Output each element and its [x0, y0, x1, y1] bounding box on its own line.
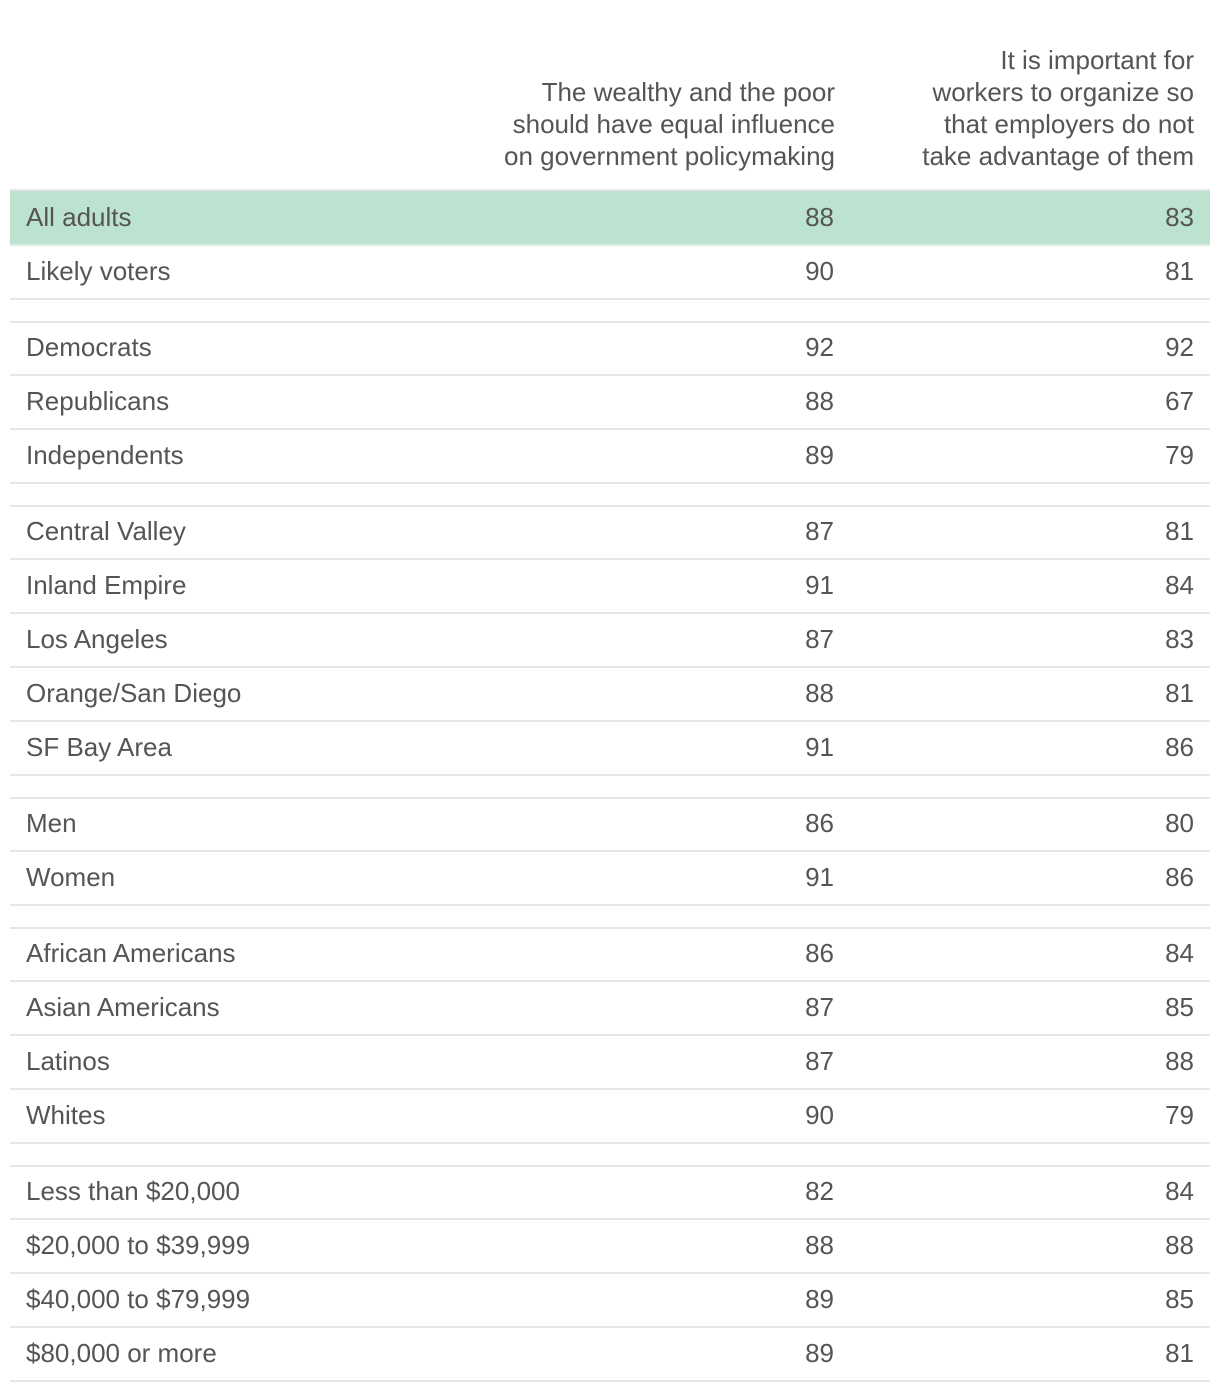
table-row	[10, 667, 1210, 722]
row-label: Likely voters	[26, 256, 171, 286]
group-spacer	[10, 775, 1210, 799]
table-row	[10, 505, 1210, 560]
column-header-line: It is important for	[1000, 45, 1194, 75]
row-label: Los Angeles	[26, 624, 168, 654]
table-row	[10, 1089, 1210, 1144]
value-equal-influence: 90	[805, 256, 834, 286]
column-header-line: take advantage of them	[922, 141, 1194, 171]
value-workers-organize: 80	[1165, 808, 1194, 838]
value-workers-organize: 79	[1165, 1100, 1194, 1130]
column-header-workers-organize	[880, 44, 1194, 172]
table-row	[10, 797, 1210, 852]
value-workers-organize: 83	[1165, 624, 1194, 654]
row-label: $40,000 to $79,999	[26, 1284, 251, 1314]
table-row	[10, 1273, 1210, 1328]
value-equal-influence: 91	[805, 862, 834, 892]
value-workers-organize: 84	[1165, 570, 1194, 600]
table-row	[10, 559, 1210, 614]
row-label: $80,000 or more	[26, 1338, 217, 1368]
table-row	[10, 721, 1210, 776]
value-equal-influence: 86	[805, 808, 834, 838]
table-row	[10, 375, 1210, 430]
value-workers-organize: 85	[1165, 992, 1194, 1022]
value-workers-organize: 86	[1165, 862, 1194, 892]
table-row	[10, 927, 1210, 982]
value-equal-influence: 82	[805, 1176, 834, 1206]
value-workers-organize: 79	[1165, 440, 1194, 470]
row-label: SF Bay Area	[26, 732, 172, 762]
row-label: Orange/San Diego	[26, 678, 242, 708]
value-equal-influence: 89	[805, 440, 834, 470]
value-equal-influence: 87	[805, 1046, 834, 1076]
row-label: African Americans	[26, 938, 236, 968]
value-workers-organize: 81	[1165, 256, 1194, 286]
value-workers-organize: 81	[1165, 516, 1194, 546]
table-row	[10, 321, 1210, 376]
value-workers-organize: 86	[1165, 732, 1194, 762]
row-label: Men	[26, 808, 77, 838]
value-equal-influence: 90	[805, 1100, 834, 1130]
table-row	[10, 851, 1210, 906]
value-workers-organize: 81	[1165, 678, 1194, 708]
value-equal-influence: 87	[805, 516, 834, 546]
row-label: Latinos	[26, 1046, 110, 1076]
column-header-line: should have equal influence	[512, 109, 835, 139]
row-label: Whites	[26, 1100, 106, 1130]
value-workers-organize: 83	[1165, 202, 1194, 232]
table-row	[10, 429, 1210, 484]
value-equal-influence: 92	[805, 332, 834, 362]
value-equal-influence: 91	[805, 732, 834, 762]
value-equal-influence: 88	[805, 1230, 834, 1260]
row-label: Less than $20,000	[26, 1176, 240, 1206]
column-header-line: that employers do not	[943, 109, 1194, 139]
table-row	[10, 613, 1210, 668]
column-header-line: on government policymaking	[504, 141, 835, 171]
value-workers-organize: 88	[1165, 1046, 1194, 1076]
row-label: Inland Empire	[26, 570, 187, 600]
value-workers-organize: 88	[1165, 1230, 1194, 1260]
value-workers-organize: 67	[1165, 386, 1194, 416]
value-equal-influence: 87	[805, 624, 834, 654]
value-equal-influence: 88	[805, 202, 834, 232]
value-equal-influence: 91	[805, 570, 834, 600]
value-workers-organize: 85	[1165, 1284, 1194, 1314]
row-label: Republicans	[26, 386, 170, 416]
row-label: Central Valley	[26, 516, 186, 546]
column-header-equal-influence	[450, 76, 835, 172]
row-label: Democrats	[26, 332, 152, 362]
table-row	[10, 245, 1210, 300]
group-spacer	[10, 1143, 1210, 1167]
value-equal-influence: 89	[805, 1284, 834, 1314]
group-spacer	[10, 905, 1210, 929]
value-equal-influence: 87	[805, 992, 834, 1022]
value-workers-organize: 92	[1165, 332, 1194, 362]
value-workers-organize: 84	[1165, 938, 1194, 968]
group-spacer	[10, 483, 1210, 507]
row-label: $20,000 to $39,999	[26, 1230, 251, 1260]
table-row	[10, 1327, 1210, 1382]
table-row	[10, 981, 1210, 1036]
column-header-line: workers to organize so	[932, 77, 1194, 107]
value-equal-influence: 89	[805, 1338, 834, 1368]
row-label: Independents	[26, 440, 184, 470]
value-equal-influence: 86	[805, 938, 834, 968]
row-label: Women	[26, 862, 116, 892]
row-label: Asian Americans	[26, 992, 220, 1022]
value-workers-organize: 81	[1165, 1338, 1194, 1368]
value-equal-influence: 88	[805, 386, 834, 416]
value-workers-organize: 84	[1165, 1176, 1194, 1206]
table-row	[10, 191, 1210, 246]
table-row	[10, 1035, 1210, 1090]
group-spacer	[10, 299, 1210, 323]
row-label: All adults	[26, 202, 132, 232]
value-equal-influence: 88	[805, 678, 834, 708]
table-row	[10, 1165, 1210, 1220]
table-row	[10, 1219, 1210, 1274]
column-header-line: The wealthy and the poor	[541, 77, 835, 107]
